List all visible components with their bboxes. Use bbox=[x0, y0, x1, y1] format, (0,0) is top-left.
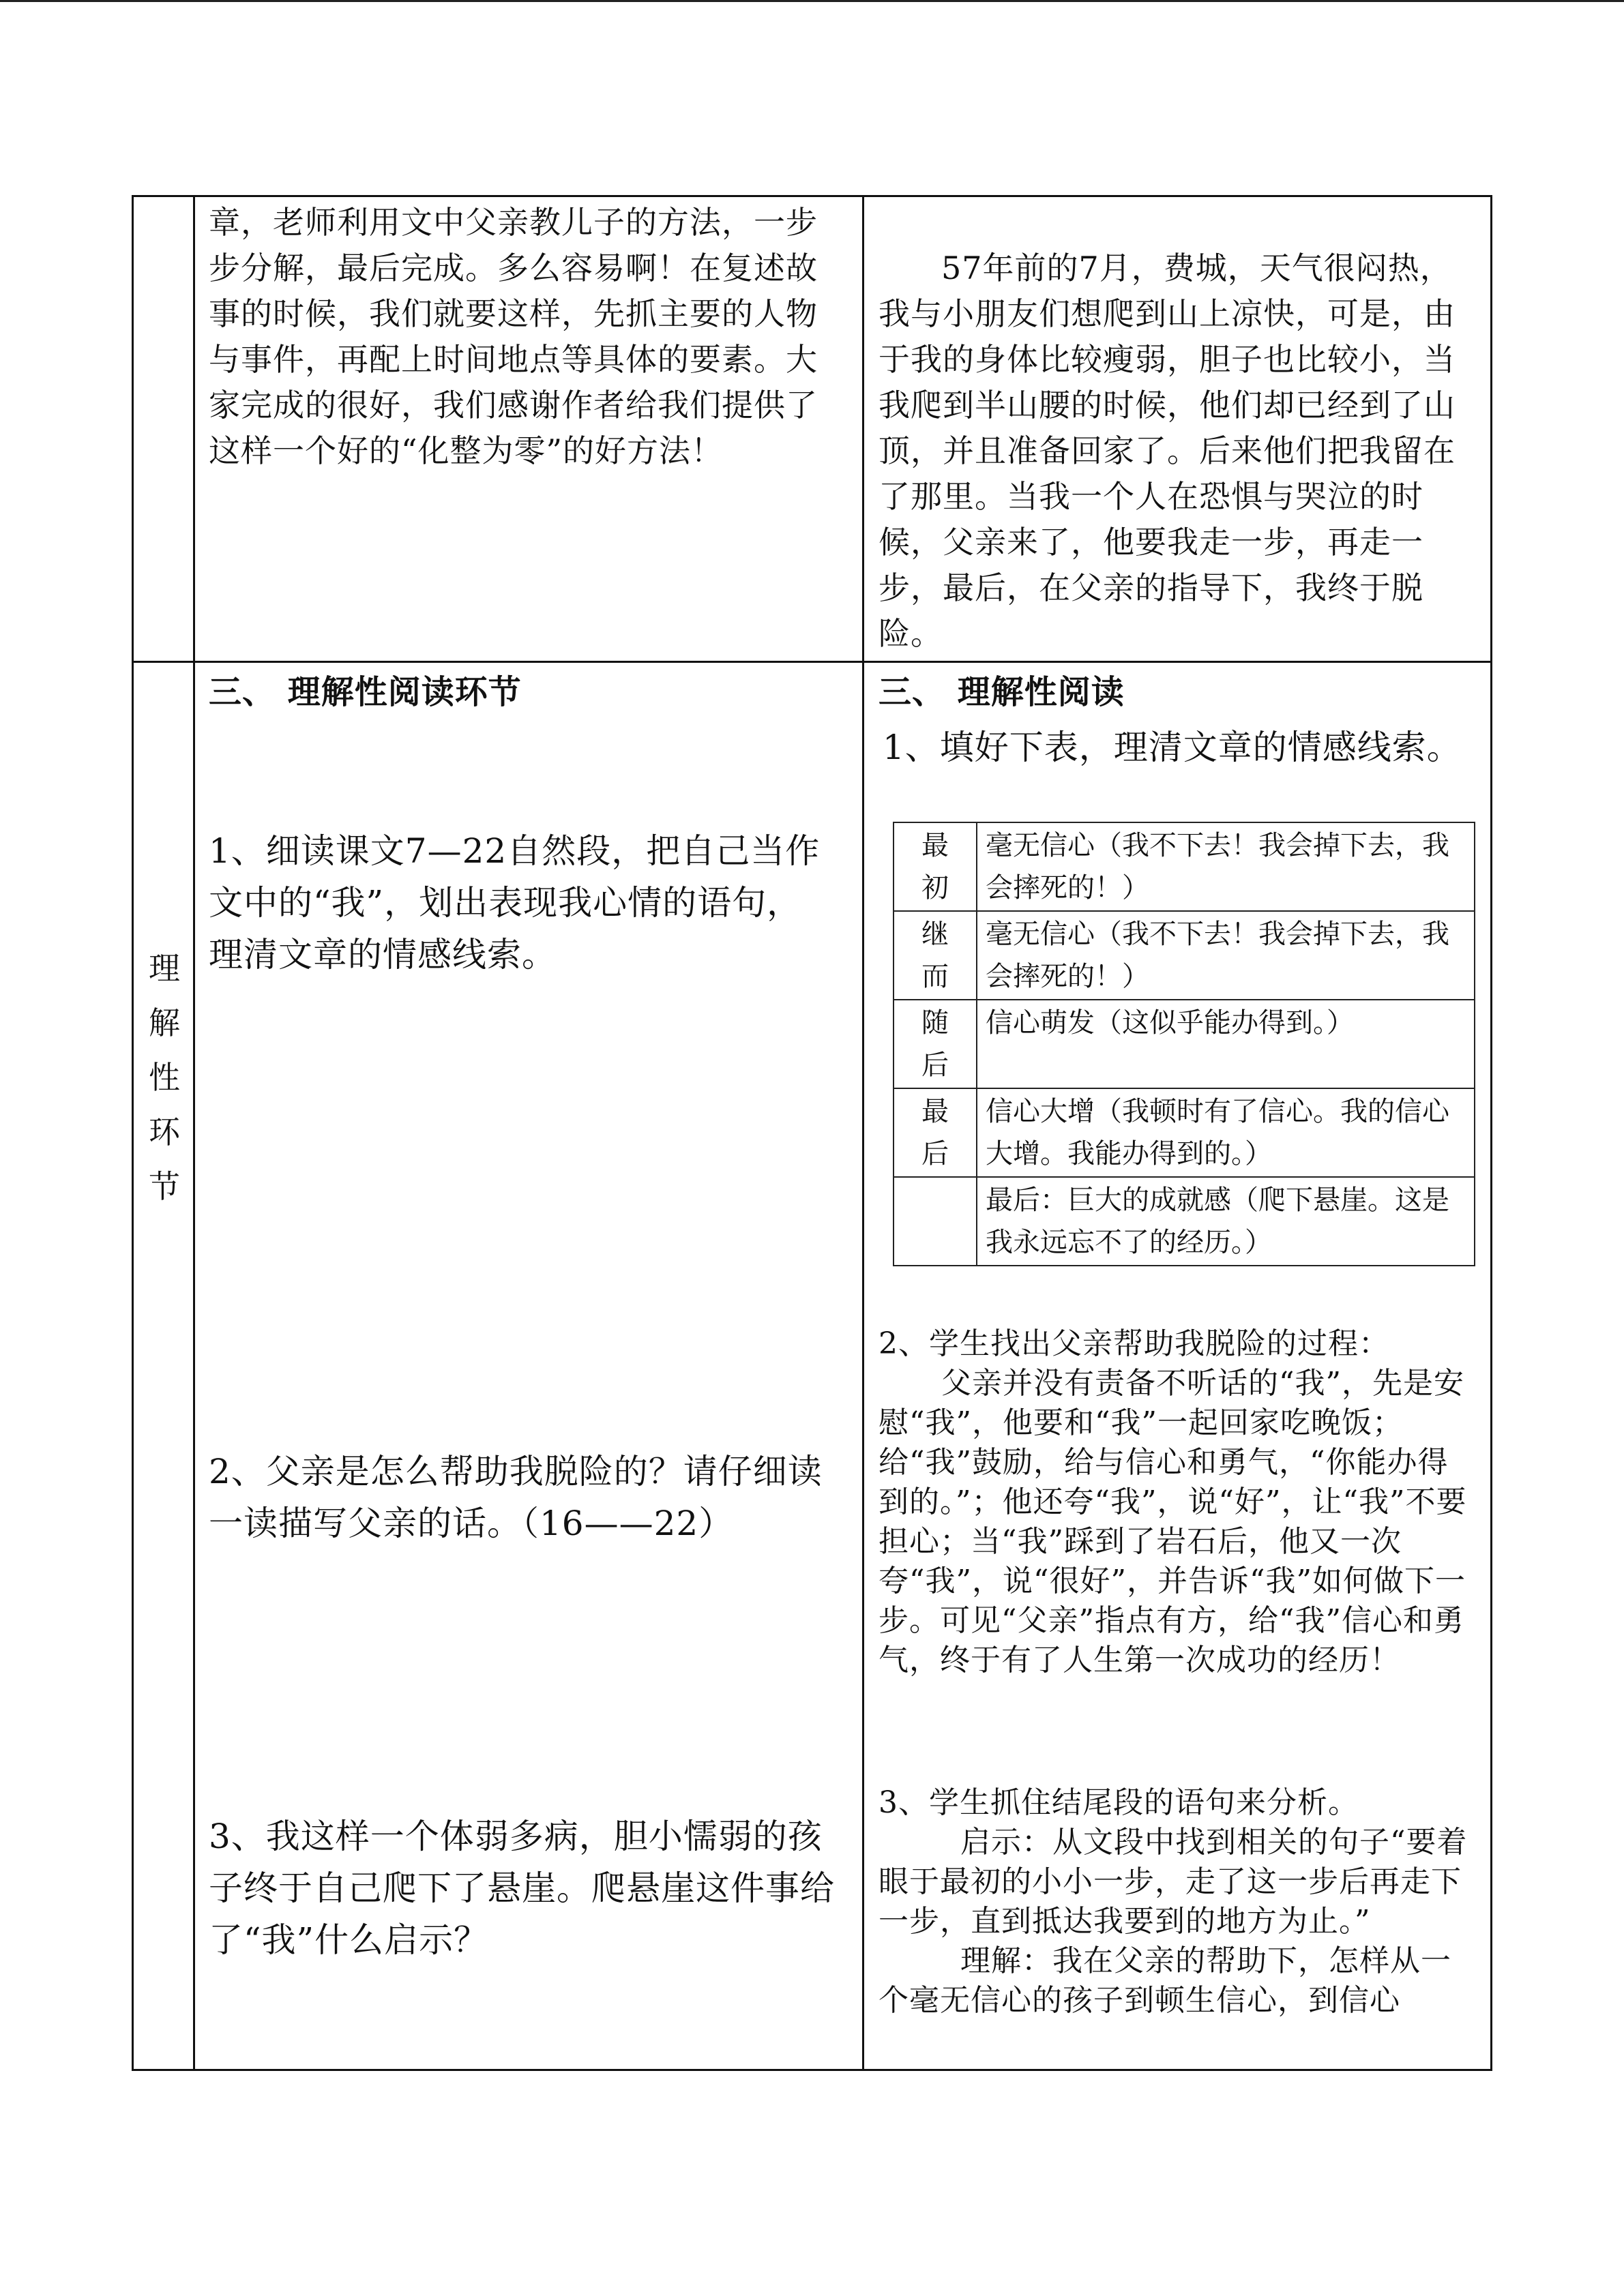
left-question-3: 3、我这样一个体弱多病，胆小懦弱的孩子终于自己爬下了悬崖。爬悬崖这件事给了“我”什么启示？ bbox=[209, 1817, 835, 1960]
left-question-2: 2、父亲是怎么帮助我脱险的？请仔细读一读描写父亲的话。（16——22） bbox=[209, 1452, 823, 1543]
table-row bbox=[894, 1177, 1475, 1266]
stage-cell: 随 后 bbox=[894, 1000, 977, 1088]
content-cell: 毫无信心（我不下去！我会掉下去，我会摔死的！） bbox=[977, 911, 1475, 1000]
table-right-border bbox=[1490, 195, 1492, 2071]
right-task-3: 3、学生抓住结尾段的语句来分析。 启示：从文段中找到相关的句子“要着眼于最初的小小一步，走了这一步后再走下一步，直到抵达我要到的地方为止。” 理解：我在父亲的帮助下，怎样从一个毫无信心的孩子到顿生信心，到信心 bbox=[879, 1785, 1468, 2018]
upper-left-text: 章，老师利用文中父亲教儿子的方法，一步步分解，最后完成。多么容易啊！在复述故事的时候，我们就要这样，先抓主要的人物与事件，再配上时间地点等具体的要素。大家完成的很好，我们感谢作者给我们提供了这样一个好的“化整为零”的好方法！ bbox=[209, 204, 818, 469]
table-row bbox=[894, 1000, 1475, 1088]
right-task-1: 1、填好下表，理清文章的情感线索。 bbox=[883, 728, 1462, 767]
section-side-label: 理 解 性 环 节 bbox=[149, 950, 180, 1205]
content-cell: 最后：巨大的成就感（爬下悬崖。这是我永远忘不了的经历。） bbox=[977, 1177, 1475, 1266]
left-question-1: 1、细读课文7—22自然段，把自己当作文中的“我”，划出表现我心情的语句，理清文章的情感线索。 bbox=[209, 831, 821, 974]
left-heading: 三、 理解性阅读环节 bbox=[209, 673, 522, 711]
col-divider-1 bbox=[193, 195, 195, 2071]
content-cell: 毫无信心（我不下去！我会掉下去，我会摔死的！） bbox=[977, 822, 1475, 911]
table-top-border bbox=[132, 195, 1492, 197]
col-divider-2 bbox=[862, 195, 864, 2071]
table-row bbox=[894, 1088, 1475, 1177]
table-bottom-border bbox=[132, 2069, 1492, 2071]
content-cell: 信心大增（我顿时有了信心。我的信心大增。我能办得到的。） bbox=[977, 1088, 1475, 1177]
stage-cell: 继 而 bbox=[894, 911, 977, 1000]
stage-cell: 最 后 bbox=[894, 1088, 977, 1177]
upper-right-text: 57年前的7月，费城，天气很闷热，我与小朋友们想爬到山上凉快，可是，由于我的身体比较瘦弱，胆子也比较小，当我爬到半山腰的时候，他们却已经到了山顶，并且准备回家了。后来他们把我留在了那里。当我一个人在恐惧与哭泣的时候，父亲来了，他要我走一步，再走一步，最后，在父亲的指导下，我终于脱险。 bbox=[879, 250, 1456, 652]
right-heading: 三、 理解性阅读 bbox=[879, 673, 1125, 711]
table-row bbox=[894, 822, 1475, 911]
content-cell: 信心萌发（这似乎能办得到。） bbox=[977, 1000, 1475, 1088]
row-divider bbox=[132, 661, 1492, 663]
stage-cell bbox=[894, 1177, 977, 1266]
table-left-border bbox=[132, 195, 134, 2071]
table-row bbox=[894, 911, 1475, 1000]
right-task-2: 2、学生找出父亲帮助我脱险的过程： 父亲并没有责备不听话的“我”，先是安慰“我”，他要和“我”一起回家吃晚饭；给“我”鼓励，给与信心和勇气，“你能办得到的。”；他还夸“我”，说“好”，让“我”不要担心；当“我”踩到了岩石后，他又一次夸“我”，说“很好”，并告诉“我”如何做下一步。可见“父亲”指点有方，给“我”信心和勇气，终于有了人生第一次成功的经历！ bbox=[879, 1326, 1467, 1678]
stage-cell: 最 初 bbox=[894, 822, 977, 911]
page-top-border bbox=[0, 0, 1624, 2]
emotion-table bbox=[893, 822, 1475, 1266]
